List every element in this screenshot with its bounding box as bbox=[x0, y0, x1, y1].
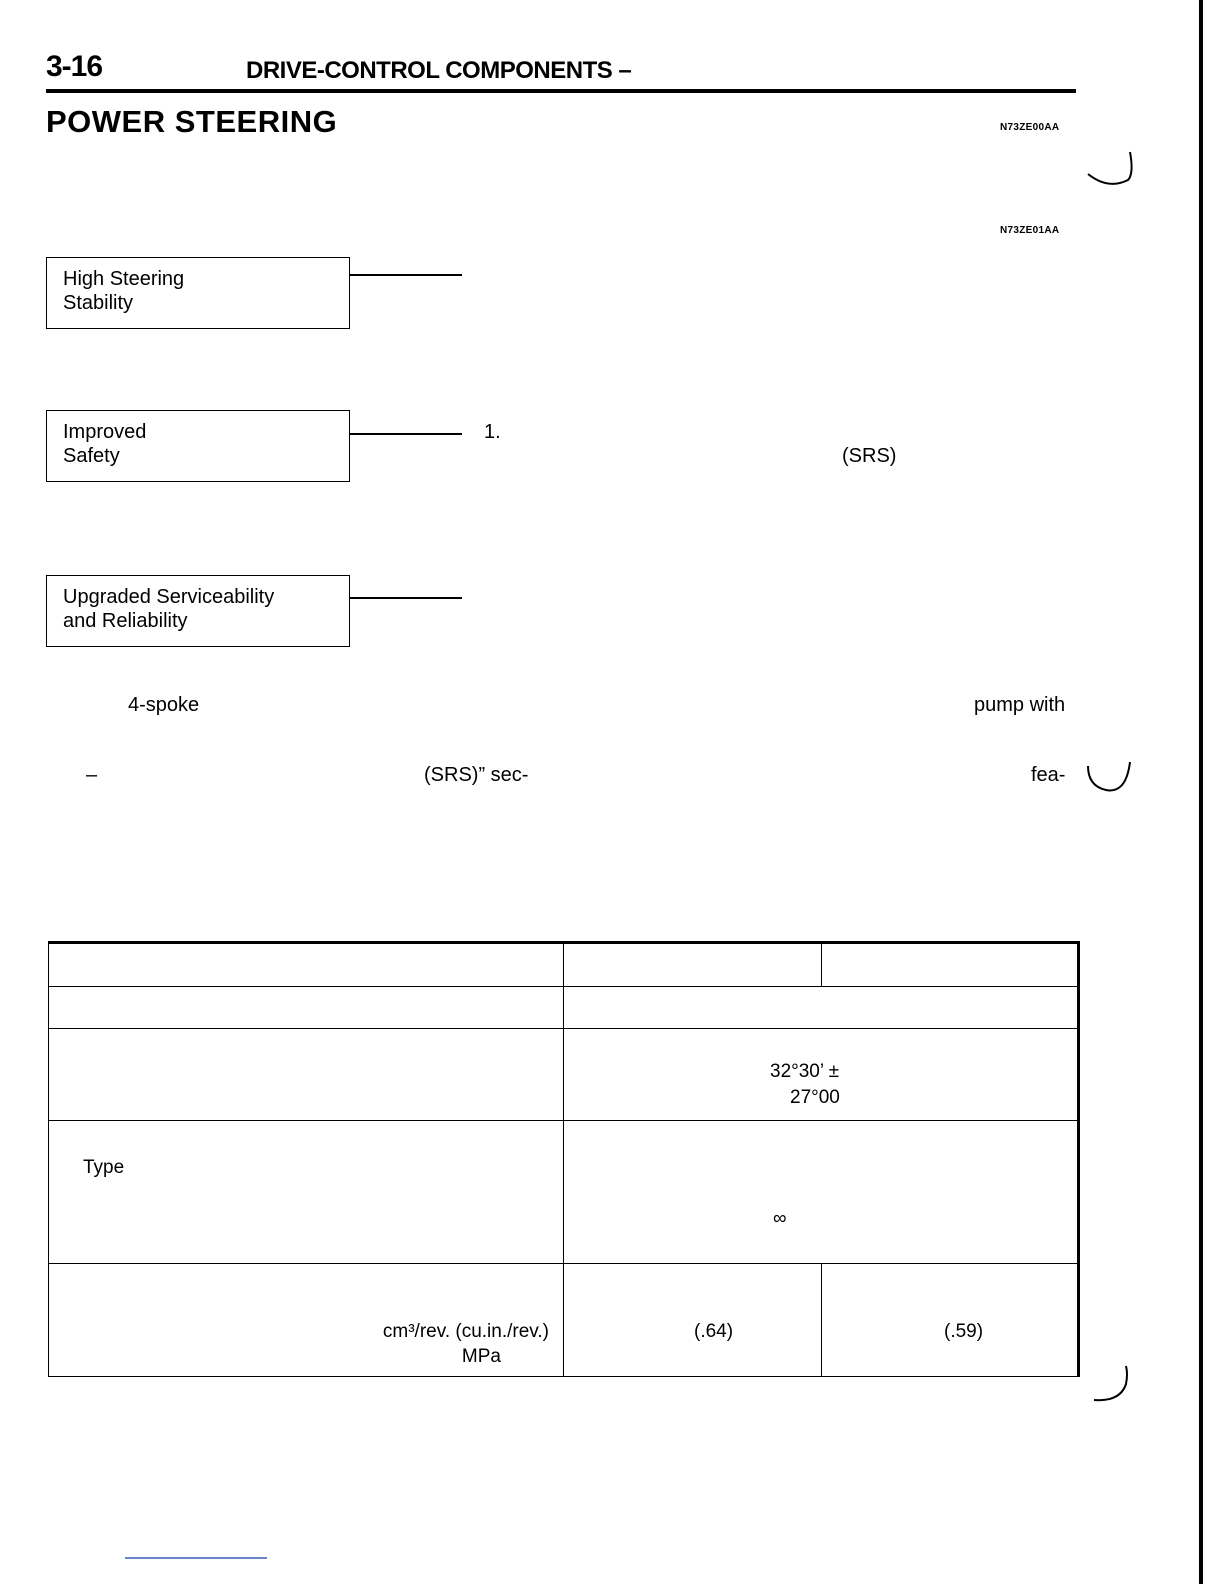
connector-line bbox=[350, 597, 462, 599]
feature-box-improved-safety bbox=[46, 410, 350, 482]
page-edge-bar bbox=[1199, 0, 1203, 1584]
page-title: POWER STEERING bbox=[46, 104, 338, 139]
header-rule bbox=[46, 89, 1076, 93]
displacement-value-b: (.59) bbox=[944, 1321, 984, 1342]
table-row bbox=[49, 987, 1079, 1029]
table-cell-value-b bbox=[822, 1264, 1079, 1377]
table-row bbox=[49, 1121, 1079, 1264]
angle-value-1: 32°30’ ± bbox=[770, 1061, 840, 1082]
table-row bbox=[49, 943, 1079, 987]
table-cell bbox=[822, 943, 1079, 987]
margin-bracket-icon bbox=[1084, 758, 1134, 798]
margin-bracket-icon bbox=[1084, 148, 1134, 188]
text-fragment-spoke: 4-spoke bbox=[128, 694, 200, 716]
margin-bracket-icon bbox=[1092, 1364, 1134, 1406]
infinity-symbol: ∞ bbox=[773, 1208, 787, 1229]
type-label: Type bbox=[83, 1157, 125, 1178]
table-row bbox=[49, 1029, 1079, 1121]
pressure-unit: MPa bbox=[461, 1346, 501, 1367]
srs-fragment: (SRS) bbox=[842, 445, 897, 467]
section-title: DRIVE-CONTROL COMPONENTS – bbox=[246, 57, 632, 84]
text-fragment-srs-section: (SRS)” sec- bbox=[424, 764, 529, 786]
table-cell-type bbox=[49, 1121, 564, 1264]
text-fragment-pump: pump with bbox=[974, 694, 1066, 716]
displacement-unit: cm³/rev. (cu.in./rev.) bbox=[382, 1321, 549, 1342]
table-cell-steering-angle bbox=[564, 1029, 1079, 1121]
page-number: 3-16 bbox=[46, 50, 103, 83]
feature-label: Stability bbox=[63, 292, 134, 314]
feature-label: Upgraded Serviceability bbox=[63, 586, 275, 608]
specifications-table bbox=[48, 941, 1080, 1377]
table-cell bbox=[49, 1029, 564, 1121]
table-cell bbox=[49, 987, 564, 1029]
feature-label: and Reliability bbox=[63, 610, 188, 632]
feature-box-high-steering-stability bbox=[46, 257, 350, 329]
reference-code-2: N73ZE01AA bbox=[1000, 225, 1060, 236]
reference-code-1: N73ZE00AA bbox=[1000, 122, 1060, 133]
table-cell-value-a bbox=[564, 1264, 822, 1377]
table-row bbox=[49, 1264, 1079, 1377]
table-cell bbox=[564, 943, 822, 987]
feature-box-upgraded-serviceability bbox=[46, 575, 350, 647]
text-fragment-dash: – bbox=[86, 764, 98, 786]
table-cell bbox=[49, 943, 564, 987]
text-fragment-feature: fea- bbox=[1031, 764, 1066, 786]
footer-link-underline bbox=[125, 1557, 267, 1559]
feature-label: Safety bbox=[63, 445, 120, 467]
feature-label: High Steering bbox=[63, 268, 185, 290]
displacement-value-a: (.64) bbox=[694, 1321, 734, 1342]
feature-label: Improved bbox=[63, 421, 147, 443]
table-cell bbox=[564, 1121, 1079, 1264]
connector-line bbox=[350, 274, 462, 276]
table-cell-units bbox=[49, 1264, 564, 1377]
angle-value-2: 27°00 bbox=[790, 1087, 840, 1108]
list-item-number: 1. bbox=[484, 421, 501, 443]
table-cell bbox=[564, 987, 1079, 1029]
connector-line bbox=[350, 433, 462, 435]
